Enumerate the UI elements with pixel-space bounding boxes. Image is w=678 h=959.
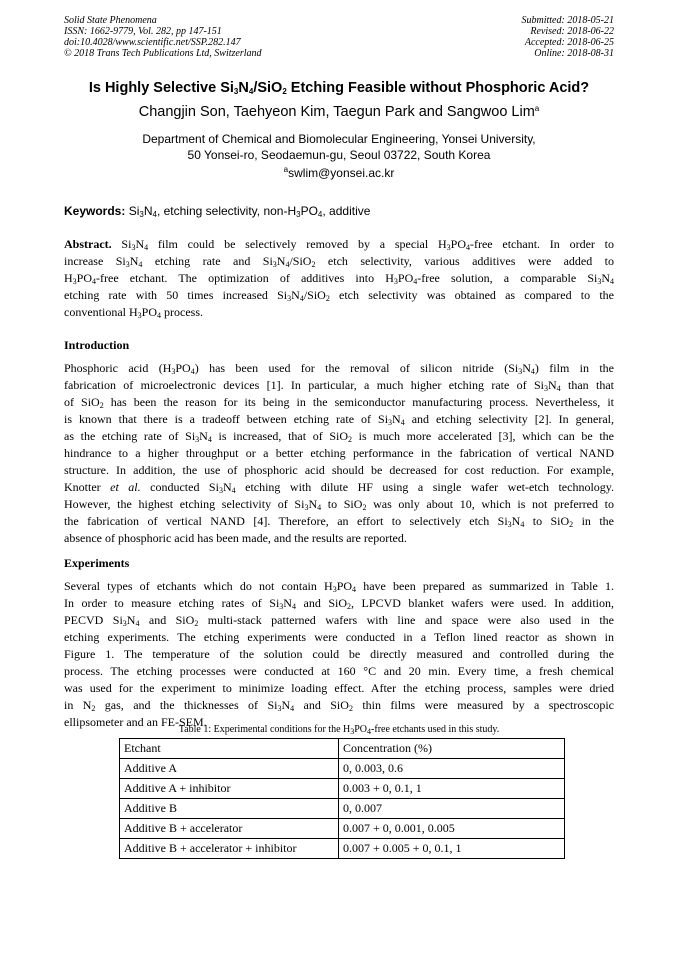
etchant-cell: Additive A + inhibitor	[120, 779, 339, 799]
etchant-cell: Additive A	[120, 759, 339, 779]
journal-name: Solid State Phenomena	[64, 15, 157, 26]
table-row	[120, 799, 565, 819]
dates-info	[522, 15, 615, 59]
experiments-text: Several types of etchants which do not contain $H_3PO_4$ have been prepared as summarized in Table 1. In order to measure etching rates of $Si_3N_4$ and SiO$_2$, LPCVD blanket wafers were used. In addition, PECVD $Si_3N_4$ and SiO$_2$ multi-stack patterned wafers with line and space were also used in the etching experiments. The etching experiments were conducted in a Teflon lined reactor as shown in Figure 1. The temperature of the solution could be directly measured and controlled during the process. The etching processes were conducted at 160 °C and 20 min. Every time, a fresh chemical was used for the experiment to minimize loading effect. After the etching process, samples were dried in $N_2$ gas, and the thicknesses of $Si_3N_4$ and SiO$_2$ thin films were measured by a spectroscopic ellipsometer and an FE-SEM.	[64, 579, 615, 729]
concentration-cell: 0.003 + 0, 0.1, 1	[339, 779, 565, 799]
affiliation-line-1: Department of Chemical and Biomolecular Engineering, Yonsei University,	[142, 132, 536, 146]
experiments-heading: Experiments	[64, 556, 130, 570]
affiliation-line-2: 50 Yonsei-ro, Seodaemun-gu, Seoul 03722, South Korea	[187, 147, 491, 162]
doi: doi:10.4028/www.scientific.net/SSP.282.147	[64, 37, 241, 48]
concentration-cell: 0, 0.003, 0.6	[339, 759, 565, 779]
author-list: Changjin Son, Taehyeon Kim, Taegun Park and Sangwoo Lim$^a$	[138, 104, 540, 120]
revised-date: Revised: 2018-06-22	[530, 26, 614, 37]
paper-title: Is Highly Selective $Si_3N_4/SiO_2$ Etching Feasible without Phosphoric Acid?	[88, 80, 590, 96]
issn: ISSN: 1662-9779, Vol. 282, pp 147-151	[64, 26, 222, 37]
submitted-date: Submitted: 2018-05-21	[521, 15, 614, 26]
table-row	[120, 819, 565, 839]
affiliation	[40, 132, 638, 182]
accepted-date: Accepted: 2018-06-25	[524, 37, 614, 48]
concentration-cell: 0, 0.007	[339, 799, 565, 819]
table-row	[120, 759, 565, 779]
abstract: Abstract. $Si_3N_4$ film could be selectively removed by a special $H_3PO_4$-free etchant. In order to increase $Si_3N_4$ etching rate and $Si_3N_4/SiO_2$ etch selectivity, various additives were added to $H_3PO_4$-free etchant. The optimization of additives into $H_3PO_4$-free solution, a comparable $Si_3N_4$ etching rate with 50 times increased $Si_3N_4/SiO_2$ etch selectivity was obtained as compared to the conventional $H_3PO_4$ process.	[64, 237, 615, 320]
column-header: Etchant	[120, 739, 339, 759]
etchant-table	[119, 738, 565, 859]
table-caption: Table 1: Experimental conditions for the $H_3PO_4$-free etchants used in this study.	[178, 724, 500, 736]
etchant-cell: Additive B + accelerator + inhibitor	[120, 839, 339, 859]
journal-info	[64, 15, 262, 59]
copyright: © 2018 Trans Tech Publications Ltd, Switzerland	[64, 48, 262, 59]
etchant-cell: Additive B	[120, 799, 339, 819]
introduction-heading: Introduction	[64, 338, 130, 352]
table-row	[120, 839, 565, 859]
keywords: Keywords: $Si_3N_4$, etching selectivity, non-$H_3PO_4$, additive	[64, 204, 371, 219]
column-header: Concentration (%)	[339, 739, 565, 759]
email: $^a$swlim@yonsei.ac.kr	[283, 165, 395, 180]
table-row	[120, 779, 565, 799]
etchant-cell: Additive B + accelerator	[120, 819, 339, 839]
online-date: Online: 2018-08-31	[534, 48, 614, 59]
concentration-cell: 0.007 + 0.005 + 0, 0.1, 1	[339, 839, 565, 859]
concentration-cell: 0.007 + 0, 0.001, 0.005	[339, 819, 565, 839]
table-header-row	[120, 739, 565, 759]
introduction-text: Phosphoric acid $(H_3PO_4)$ has been used for the removal of silicon nitride $(Si_3N_4)$ film in the fabrication of microelectronic devices [1]. In particular, a much higher etching rate of $Si_3N_4$ than that of SiO$_2$ has been the reason for its being in the semiconductor manufacturing process. Nevertheless, it is known that there is a tradeoff between etching rate of $Si_3N_4$ and etching selectivity [2]. In general, as the etching rate of $Si_3N_4$ is increased, that of SiO$_2$ is much more accelerated [3], which can be the hindrance to a higher throughput or a better etching performance in the fabrication of vertical NAND structure. In addition, the use of phosphoric acid should be decreased for cost reduction. For example, Knotter et al. conducted $Si_3N_4$ etching with dilute HF using a single wafer wet-etch technology. However, the highest etching selectivity of $Si_3N_4$ to SiO$_2$ was only about 10, which is not preferred to the fabrication of vertical NAND [4]. Therefore, an effort to selectively etch $Si_3N_4$ to SiO$_2$ in the absence of phosphoric acid has been made, and the results are reported.	[64, 361, 615, 545]
